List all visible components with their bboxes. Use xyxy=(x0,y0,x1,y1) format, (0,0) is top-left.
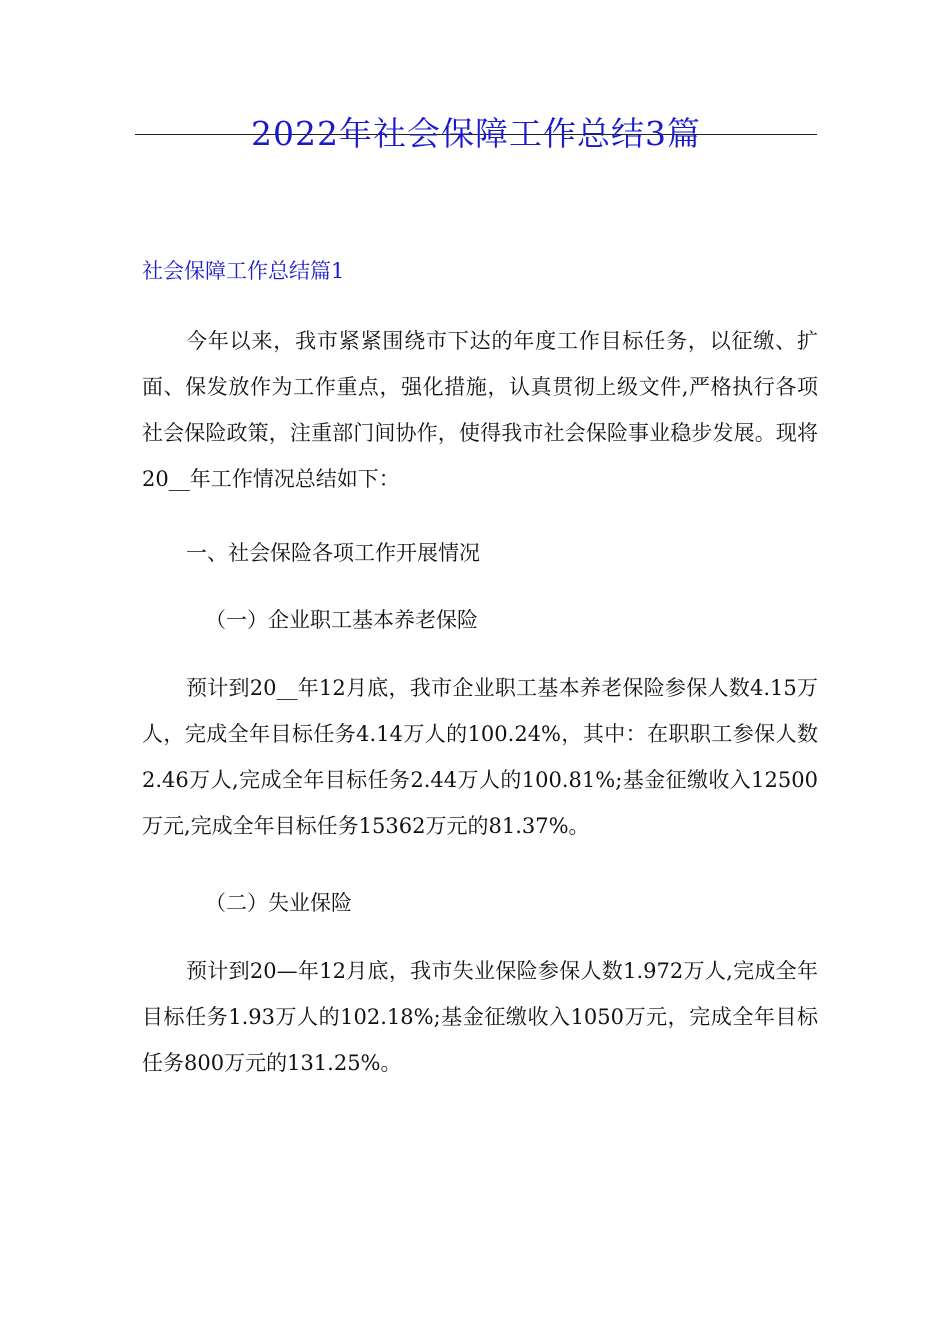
intro-paragraph: 今年以来，我市紧紧围绕市下达的年度工作目标任务，以征缴、扩面、保发放作为工作重点，强化措施，认真贯彻上级文件,严格执行各项社会保险政策，注重部门间协作，使得我市社会保险事业稳步发展。现将20__年工作情况总结如下： xyxy=(142,329,818,491)
title-block xyxy=(135,108,817,168)
paragraph-pension: 预计到20__年12月底，我市企业职工基本养老保险参保人数4.15万人，完成全年目标任务4.14万人的100.24%，其中：在职职工参保人数2.46万人,完成全年目标任务2.44万人的100.81%;基金征缴收入12500万元,完成全年目标任务15362万元的81.37%。 xyxy=(142,676,818,838)
section-heading: 社会保障工作总结篇1 xyxy=(142,259,345,283)
paragraph-unemployment: 预计到20—年12月底，我市失业保险参保人数1.972万人,完成全年目标任务1.93万人的102.18%;基金征缴收入1050万元，完成全年目标任务800万元的131.25%。 xyxy=(142,959,818,1075)
heading-sub-pension: （一）企业职工基本养老保险 xyxy=(205,608,478,632)
heading-sub-unemployment: （二）失业保险 xyxy=(205,891,352,915)
heading-level1: 一、社会保险各项工作开展情况 xyxy=(186,541,480,565)
document-title: 2022年社会保障工作总结3篇 xyxy=(251,114,701,153)
